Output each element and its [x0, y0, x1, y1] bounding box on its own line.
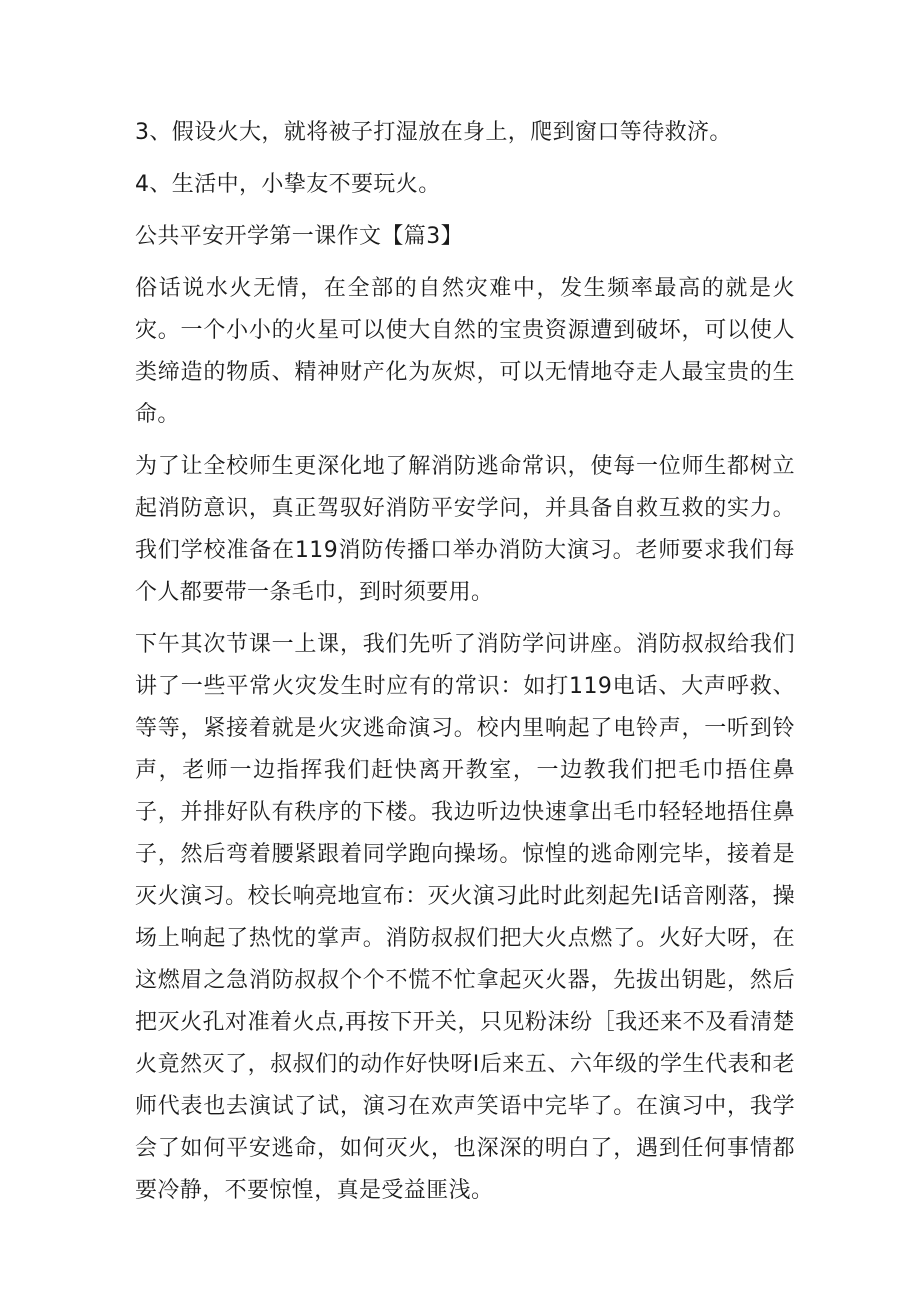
paragraph-drill: 下午其次节课一上课，我们先听了消防学问讲座。消防叔叔给我们讲了一些平常火灾发生时应有的常识：如打119电话、大声呼救、等等，紧接着就是火灾逃命演习。校内里响起了电铃声，一听到铃声，老师一边指挥我们赶快离开教室，一边教我们把毛巾捂住鼻子，并排好队有秩序的下楼。我边听边快速拿出毛巾轻轻地捂住鼻子，然后弯着腰紧跟着同学跑向操场。惊惶的逃命刚完毕，接着是灭火演习。校长响亮地宣布：灭火演习此时此刻起先I话音刚落，操场上响起了热忱的掌声。消防叔叔们把大火点燃了。火好大呀，在这燃眉之急消防叔叔个个不慌不忙拿起灭火器，先拔出钥匙，然后把灭火孔对准着火点,再按下开关，只见粉沫纷［我还来不及看清楚火竟然灭了，叔叔们的动作好快呀I后来五、六年级的学生代表和老师代表也去演试了试，演习在欢声笑语中完毕了。在演习中，我学会了如何平安逃命，如何灭火，也深深的明白了，遇到任何事情都要冷静，不要惊惶，真是受益匪浅。: [135, 632, 795, 1203]
paragraph-purpose: 为了让全校师生更深化地了解消防逃命常识，使每一位师生都树立起消防意识，真正驾驭好消防平安学问，并具备自救互救的实力。我们学校准备在119消防传播口举办消防大演习。老师要求我们每个人都要带一条毛巾，到时须要用。: [135, 454, 795, 605]
list-item-4: 4、生活中，小挚友不要玩火。: [135, 172, 441, 197]
list-item-3: 3、假设火大，就将被子打湿放在身上，爬到窗口等待救济。: [135, 120, 732, 145]
document-body: [135, 112, 795, 1222]
paragraph-intro: 俗话说水火无情，在全部的自然灾难中，发生频率最高的就是火灾。一个小小的火星可以使大自然的宝贵资源遭到破坏，可以使人类缔造的物质、精神财产化为灰烬，可以无情地夺走人最宝贵的生命。: [135, 276, 795, 427]
section-heading: 公共平安开学第一课作文【篇3】: [135, 224, 463, 249]
